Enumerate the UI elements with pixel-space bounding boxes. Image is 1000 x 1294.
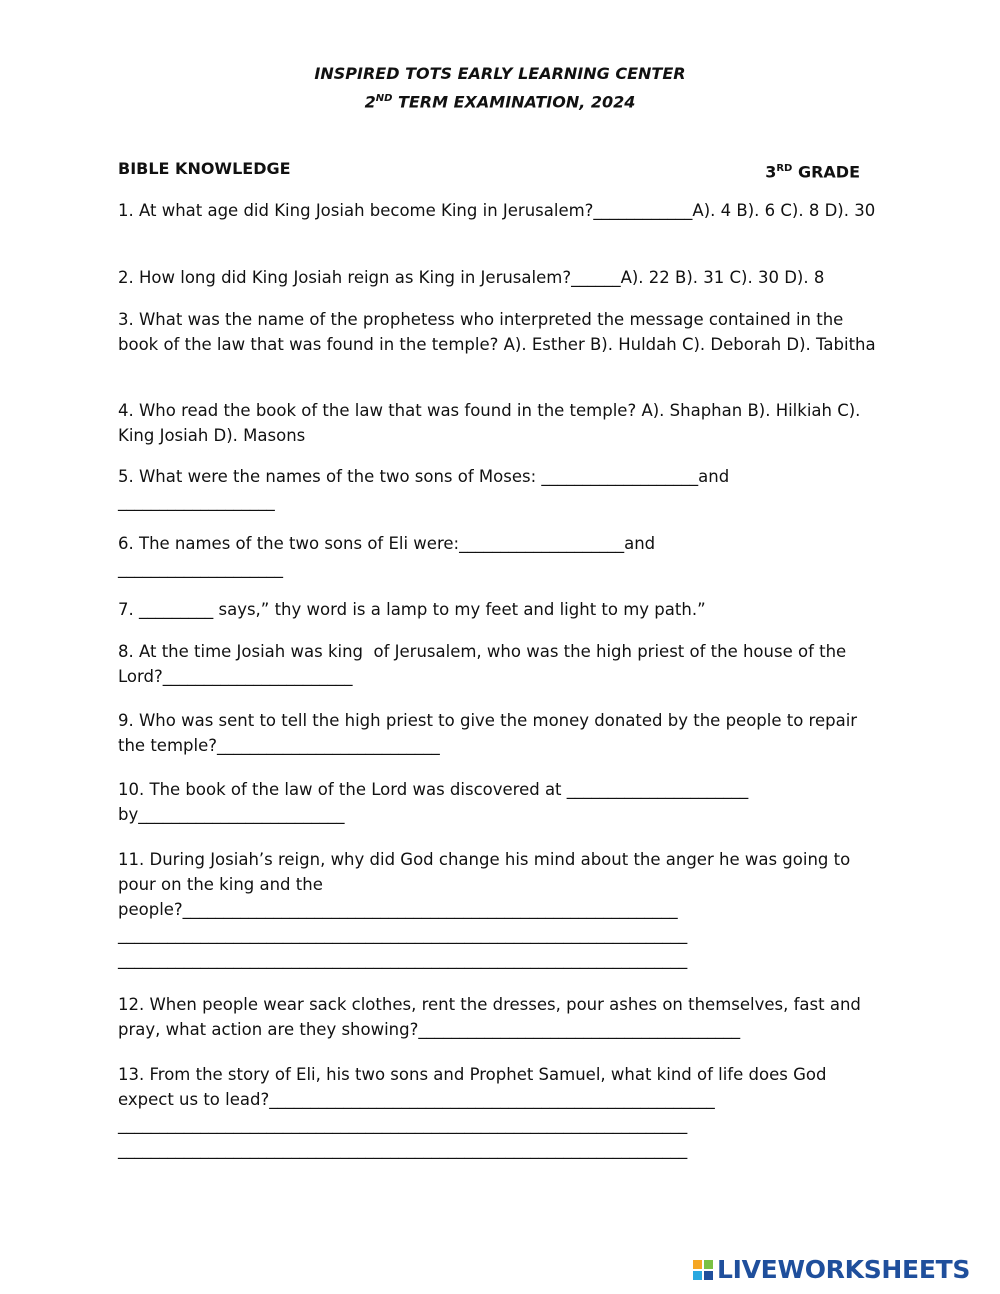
question-12[interactable]: 12. When people wear sack clothes, rent the dresses, pour ashes on themselves, fast and pray, what action are they showing?_______________________________________ (118, 995, 867, 1039)
question-6[interactable]: 6. The names of the two sons of Eli were:____________________and ____________________ (118, 534, 656, 578)
logo-square-icon (693, 1260, 702, 1269)
question-5[interactable]: 5. What were the names of the two sons of Moses: ___________________and ___________________ (118, 467, 730, 511)
question-7[interactable]: 7. _________ says,” thy word is a lamp to my feet and light to my path.” (118, 600, 706, 619)
question-1[interactable]: 1. At what age did King Josiah become King in Jerusalem?____________A). 4 B). 6 C). 8 D). 30 (118, 201, 876, 220)
grade-superscript: RD (776, 163, 793, 174)
exam-title (0, 86, 1000, 114)
question-3[interactable]: 3. What was the name of the prophetess who interpreted the message contained in the book of the law that was found in the temple? A). Esther B). Huldah C). Deborah D). Tabitha (118, 310, 876, 354)
question-4[interactable]: 4. Who read the book of the law that was found in the temple? A). Shaphan B). Hilkiah C). King Josiah D). Masons (118, 401, 866, 445)
subject-row (118, 158, 860, 180)
subject-title: BIBLE KNOWLEDGE (118, 159, 291, 178)
grade-number: 3 (765, 162, 777, 182)
liveworksheets-logo[interactable] (693, 1255, 970, 1284)
question-8[interactable]: 8. At the time Josiah was king of Jerusalem, who was the high priest of the house of the Lord?_______________________ (118, 642, 852, 686)
question-10[interactable]: 10. The book of the law of the Lord was discovered at ______________________ by_________________________ (118, 780, 749, 824)
exam-header (0, 61, 1000, 114)
question-2[interactable]: 2. How long did King Josiah reign as King in Jerusalem?______A). 22 B). 31 C). 30 D). 8 (118, 268, 825, 287)
logo-square-icon (704, 1260, 713, 1269)
grade-label (765, 158, 860, 183)
school-name: INSPIRED TOTS EARLY LEARNING CENTER (314, 64, 686, 83)
question-13[interactable]: 13. From the story of Eli, his two sons and Prophet Samuel, what kind of life does God expect us to lead?______________________________________________________ _____________________________________________________________________ _____________________________________________________________________ (118, 1065, 827, 1159)
question-11[interactable]: 11. During Josiah’s reign, why did God change his mind about the anger he was going to pour on the king and the people?____________________________________________________________ _____________________________________________________________________ _____________________________________________________________________ (118, 850, 851, 969)
exam-label: TERM EXAMINATION, 2024 (392, 92, 636, 112)
logo-text: LIVEWORKSHEETS (717, 1255, 971, 1284)
grade-text: GRADE (792, 162, 860, 182)
question-9[interactable]: 9. Who was sent to tell the high priest to give the money donated by the people to repair the temple?___________________________ (118, 711, 863, 755)
term-number: 2 (364, 92, 376, 112)
term-superscript: ND (375, 93, 393, 104)
logo-square-icon (704, 1271, 713, 1280)
logo-mark-icon (693, 1260, 713, 1280)
logo-square-icon (693, 1271, 702, 1280)
